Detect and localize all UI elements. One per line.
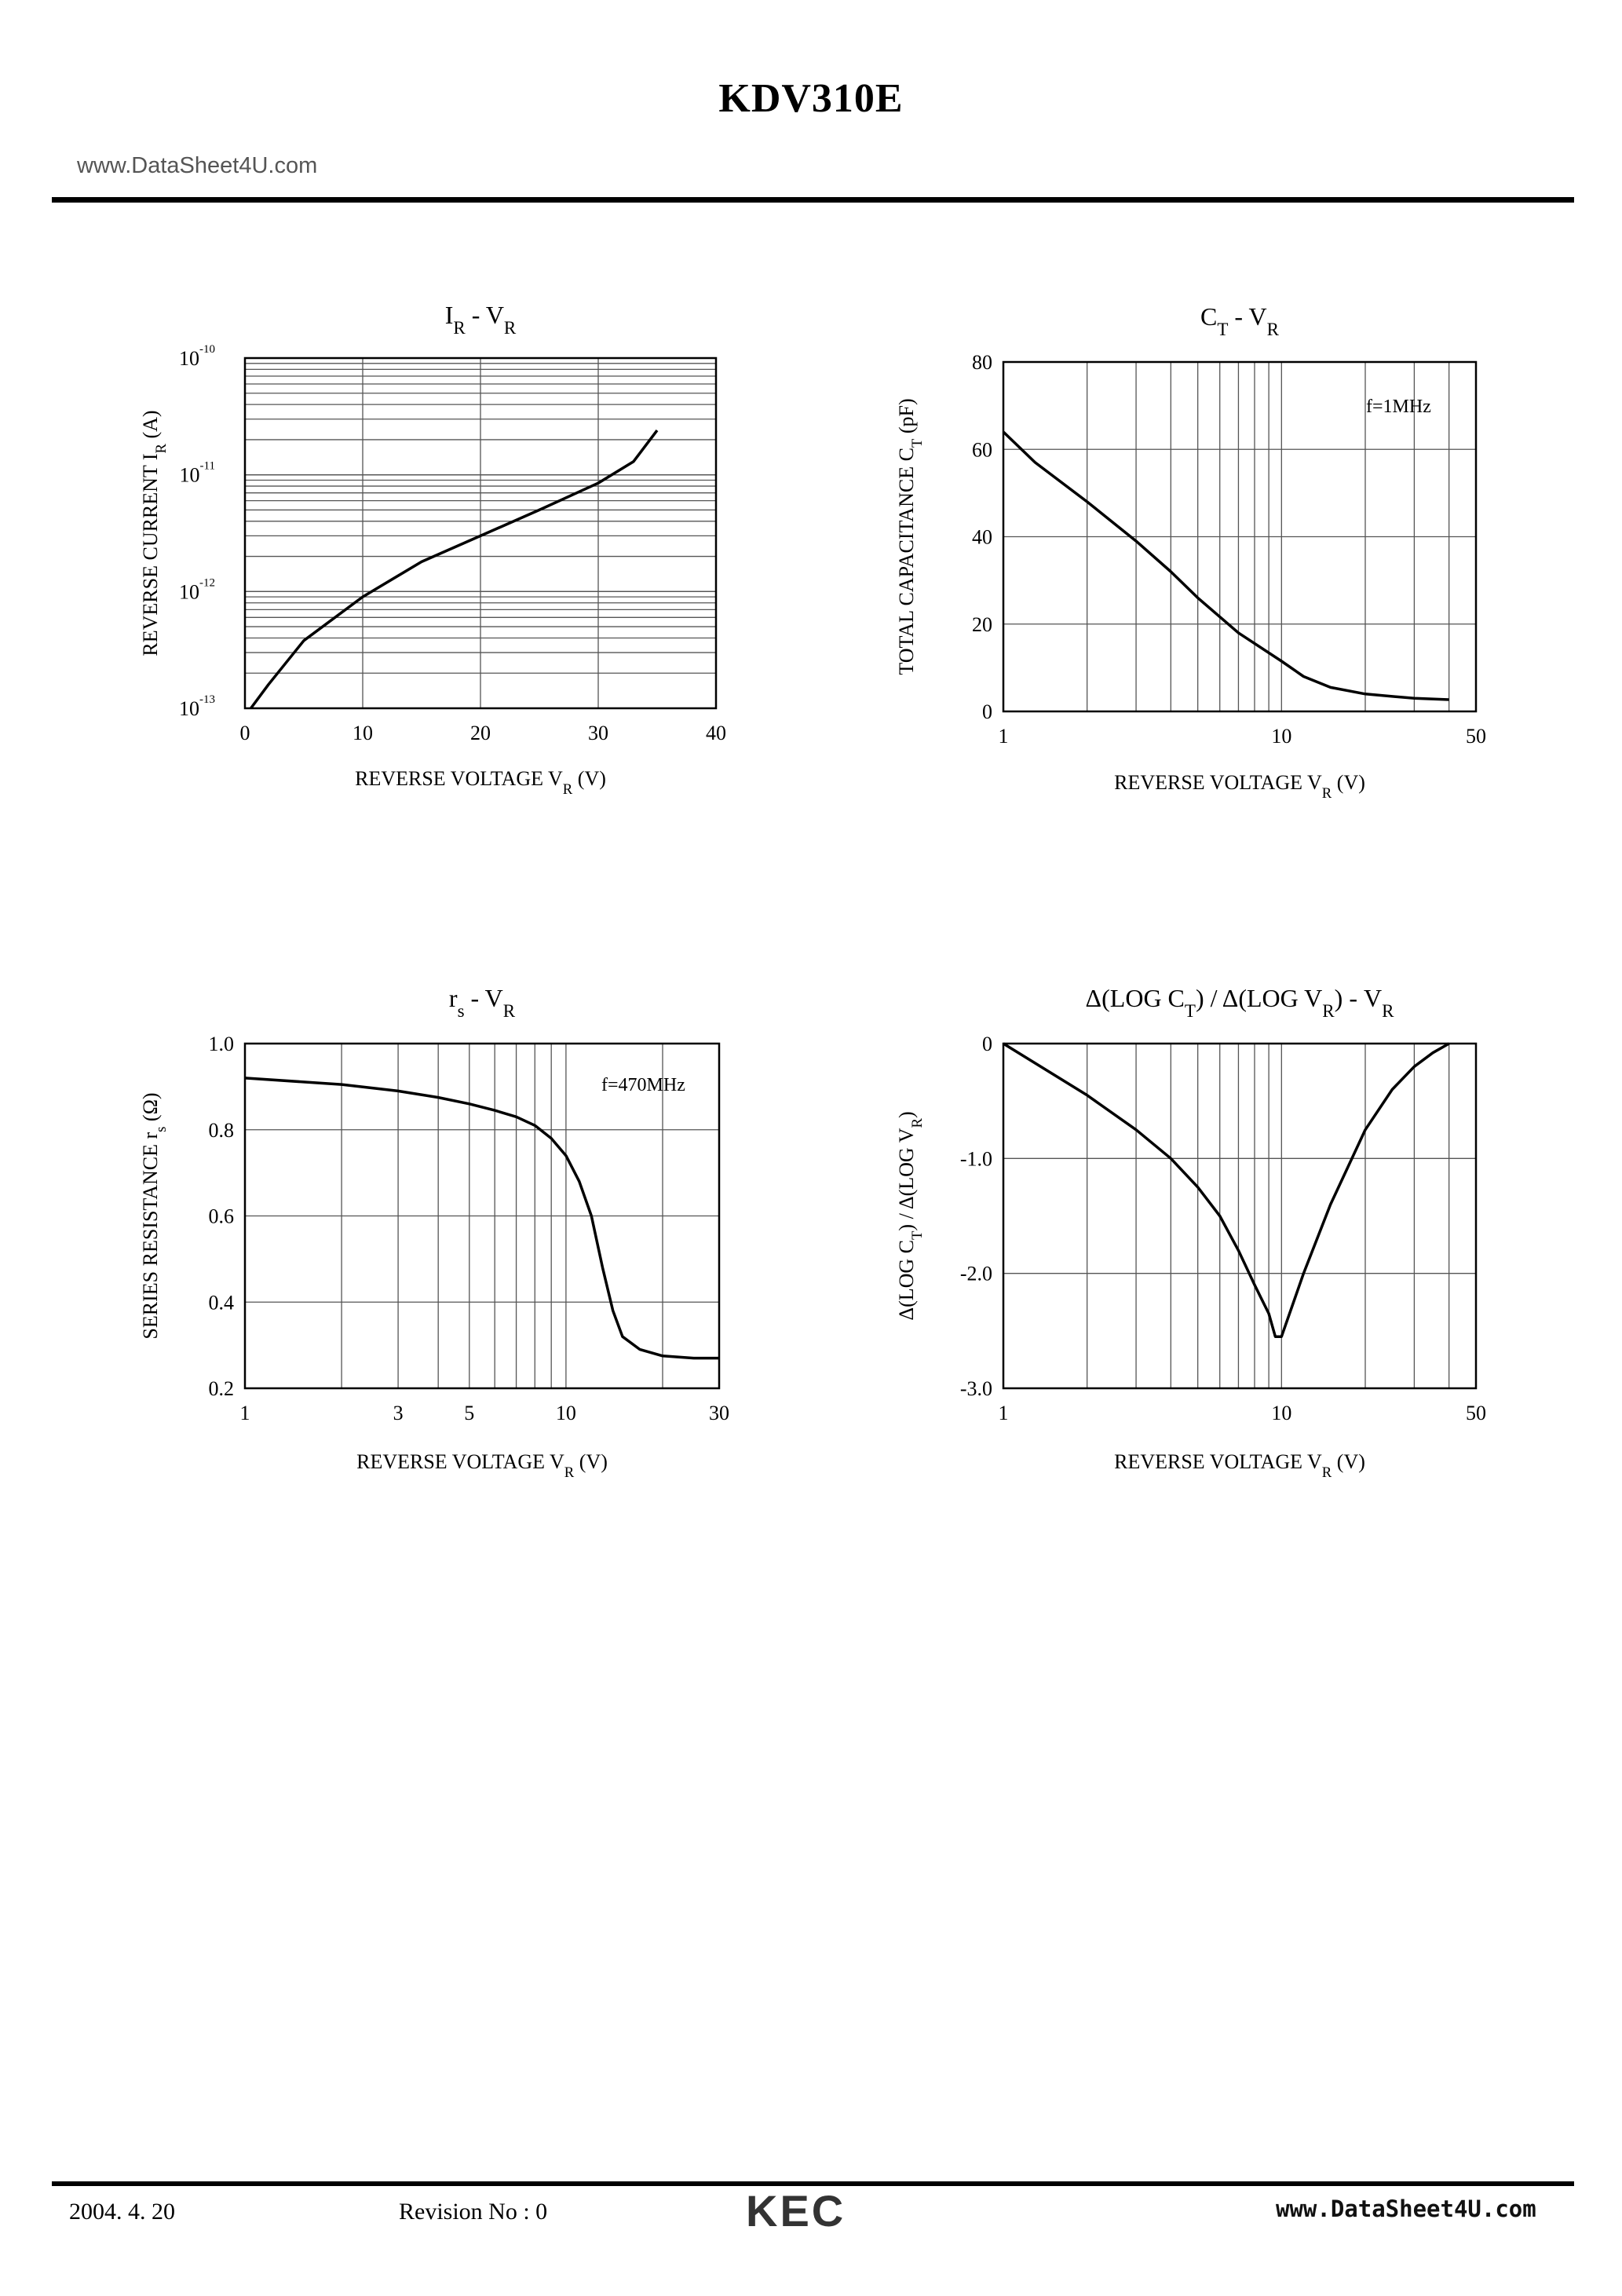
- chart-ir: [139, 301, 726, 798]
- y-tick-label: 0.6: [208, 1205, 234, 1228]
- chart-ct: [895, 302, 1486, 802]
- y-tick-label: 40: [972, 525, 992, 549]
- y-tick-label: -1.0: [959, 1147, 992, 1171]
- y-tick-base: 10: [179, 347, 199, 370]
- chart-title-part: R: [1322, 1000, 1335, 1021]
- x-axis-label-part: (V): [1332, 771, 1365, 794]
- page-title: KDV310E: [718, 76, 904, 121]
- y-tick-label: 80: [972, 351, 992, 374]
- chart-title-part: ) - V: [1334, 984, 1383, 1012]
- y-tick-label: -2.0: [959, 1262, 992, 1285]
- y-tick-label: 60: [972, 438, 992, 462]
- x-tick-label: 1: [239, 1402, 250, 1424]
- kec-logo: KEC: [746, 2186, 846, 2236]
- y-tick-base: 10: [179, 463, 200, 487]
- series-line-ct: [1003, 432, 1449, 700]
- x-tick-label: 30: [709, 1402, 729, 1424]
- series-line-rs: [245, 1078, 719, 1358]
- x-tick-label: 10: [1271, 725, 1292, 748]
- x-axis-label-part: REVERSE VOLTAGE V: [1114, 771, 1322, 794]
- chart-title-part: T: [1217, 319, 1229, 339]
- grid-ir: [245, 358, 716, 708]
- y-axis-label: [895, 1111, 926, 1320]
- y-tick-exp: -13: [199, 693, 215, 706]
- y-axis-label-part: T: [908, 1230, 926, 1241]
- series-line-dlog: [1003, 1044, 1449, 1336]
- x-tick-label: 10: [1271, 1402, 1292, 1424]
- x-tick-label: 40: [706, 722, 726, 744]
- y-tick-exp: -12: [199, 576, 215, 590]
- x-axis-label: [1114, 771, 1365, 802]
- chart-title-part: s: [457, 1000, 465, 1021]
- chart-title-part: R: [1266, 319, 1279, 339]
- chart-title-part: R: [1382, 1000, 1394, 1021]
- y-axis-label-part: (Ω): [139, 1092, 162, 1127]
- x-axis-label-part: R: [1321, 1464, 1332, 1481]
- chart-title-part: V: [485, 301, 504, 329]
- chart-annotation: f=1MHz: [1366, 397, 1431, 417]
- y-axis-label-part: ) / Δ(LOG V: [895, 1128, 918, 1231]
- y-tick-label: [179, 693, 215, 720]
- x-axis-label-part: REVERSE VOLTAGE V: [355, 767, 563, 790]
- chart-title-part: Δ(LOG C: [1085, 984, 1185, 1012]
- y-tick-label: 0: [982, 700, 992, 723]
- series-line-ir: [251, 430, 658, 708]
- chart-title-part: V: [484, 984, 503, 1012]
- y-tick-label: 0.2: [208, 1377, 234, 1400]
- chart-annotation: f=470MHz: [601, 1075, 685, 1095]
- y-tick-base: 10: [179, 580, 199, 604]
- y-axis-label-part: ): [895, 1111, 918, 1119]
- x-axis-label-part: R: [562, 781, 573, 798]
- chart-title-part: r: [448, 984, 458, 1012]
- grid-dlog: [1003, 1044, 1476, 1388]
- y-axis-label-part: R: [152, 444, 170, 454]
- y-tick-exp: -10: [199, 343, 215, 356]
- x-tick-label: 20: [470, 722, 491, 744]
- y-axis-label-part: T: [908, 438, 926, 448]
- chart-title-part: I: [444, 301, 454, 329]
- x-tick-label: 5: [464, 1402, 475, 1424]
- chart-title: [1086, 984, 1395, 1021]
- y-tick-base: 10: [179, 697, 199, 720]
- y-tick-exp: -11: [199, 459, 215, 473]
- y-axis-label: [895, 398, 926, 675]
- y-tick-label: -3.0: [959, 1377, 992, 1400]
- y-tick-label: [180, 460, 215, 487]
- chart-title-part: ) / Δ(LOG V: [1195, 984, 1323, 1012]
- y-tick-label: [179, 343, 215, 370]
- y-tick-label: 1.0: [208, 1033, 234, 1055]
- chart-title: [445, 301, 517, 338]
- chart-title-part: T: [1184, 1000, 1196, 1021]
- plot-frame-dlog: [1003, 1044, 1476, 1388]
- chart-title-part: C: [1200, 302, 1218, 331]
- x-axis-label-part: (V): [572, 767, 606, 790]
- chart-title-part: -: [464, 984, 485, 1012]
- chart-title-part: R: [453, 317, 466, 338]
- y-axis-label-part: REVERSE CURRENT I: [139, 453, 162, 656]
- watermark-url[interactable]: www.DataSheet4U.com: [77, 153, 318, 178]
- x-tick-label: 50: [1466, 725, 1486, 748]
- chart-rs: [139, 984, 729, 1481]
- chart-title: [1200, 302, 1280, 339]
- y-axis-label-part: SERIES RESISTANCE r: [139, 1132, 162, 1340]
- y-tick-label: 0: [982, 1033, 992, 1055]
- x-axis-label: [355, 767, 606, 798]
- x-axis-label: [356, 1450, 608, 1481]
- chart-title-part: R: [502, 1000, 516, 1021]
- x-axis-label-part: R: [564, 1464, 575, 1481]
- footer-revision: Revision No : 0: [399, 2199, 548, 2225]
- chart-dlog: [895, 984, 1486, 1481]
- x-axis-label-part: (V): [1332, 1450, 1365, 1473]
- y-axis-label-part: (pF): [895, 398, 918, 439]
- chart-title-part: R: [503, 317, 517, 338]
- y-axis-label: [139, 1092, 170, 1339]
- y-axis-label-part: s: [152, 1126, 170, 1132]
- x-tick-label: 50: [1466, 1402, 1486, 1424]
- footer-date: 2004. 4. 20: [69, 2199, 175, 2225]
- chart-title-part: V: [1248, 302, 1267, 331]
- y-tick-label: [179, 576, 215, 603]
- x-tick-label: 0: [239, 722, 250, 744]
- x-tick-label: 1: [998, 725, 1009, 748]
- y-tick-label: 0.8: [208, 1118, 234, 1142]
- x-tick-label: 1: [998, 1402, 1009, 1424]
- x-tick-label: 10: [353, 722, 373, 744]
- y-axis-label-part: Δ(LOG C: [895, 1240, 918, 1321]
- chart-title-part: -: [1228, 302, 1249, 331]
- y-axis-label: [139, 410, 170, 656]
- x-tick-label: 30: [588, 722, 608, 744]
- y-axis-label-part: TOTAL CAPACITANCE C: [895, 448, 918, 675]
- x-axis-label-part: (V): [574, 1450, 608, 1473]
- y-tick-label: 20: [972, 612, 992, 636]
- x-tick-label: 3: [393, 1402, 404, 1424]
- x-axis-label: [1114, 1450, 1365, 1481]
- x-axis-label-part: R: [1321, 784, 1332, 802]
- footer-url[interactable]: www.DataSheet4U.com: [1276, 2195, 1536, 2222]
- y-axis-label-part: R: [908, 1118, 926, 1128]
- chart-title-part: -: [465, 301, 486, 329]
- y-tick-label: 0.4: [208, 1291, 234, 1314]
- x-tick-label: 10: [555, 1402, 576, 1424]
- chart-title: [449, 984, 516, 1021]
- x-axis-label-part: REVERSE VOLTAGE V: [1114, 1450, 1322, 1473]
- y-axis-label-part: (A): [139, 410, 162, 444]
- x-axis-label-part: REVERSE VOLTAGE V: [356, 1450, 564, 1473]
